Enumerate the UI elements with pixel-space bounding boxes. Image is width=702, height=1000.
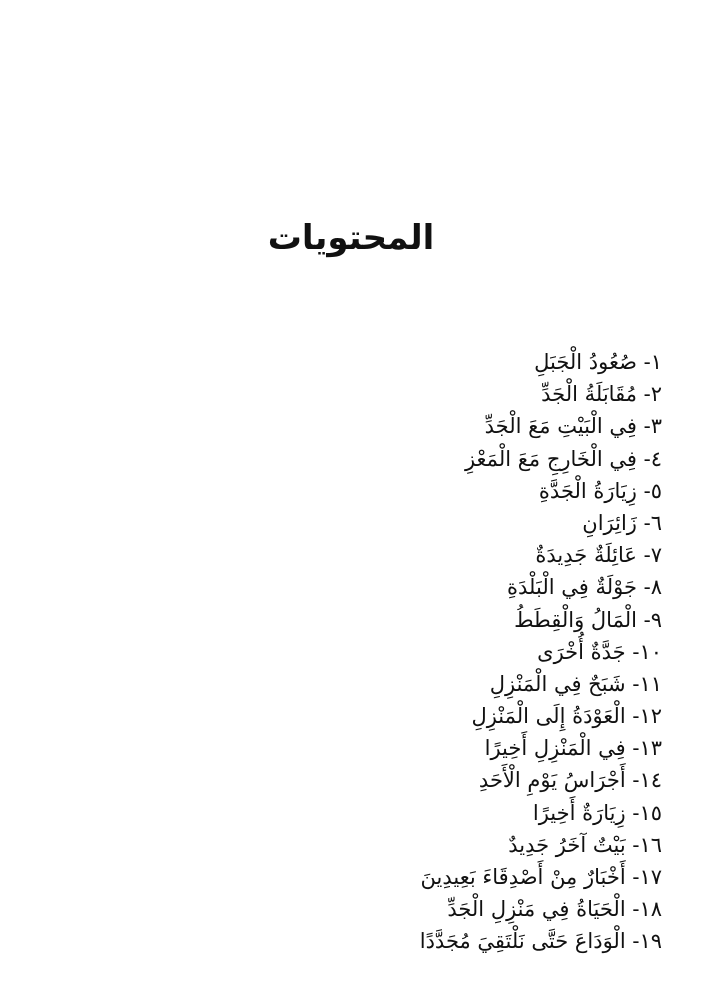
toc-item-18: ١٨- الْحَيَاةُ فِي مَنْزِلِ الْجَدِّ — [447, 897, 662, 922]
toc-item-2: ٢- مُقَابَلَةُ الْجَدِّ — [541, 382, 662, 407]
toc-item-6: ٦- زَائِرَانِ — [582, 510, 662, 535]
toc-item-9: ٩- الْمَالُ وَالْقِطَطُ — [514, 607, 662, 632]
toc-item-15: ١٥- زِيَارَةٌ أَخِيرًا — [532, 800, 662, 825]
toc-item-17: ١٧- أَخْبَارٌ مِنْ أَصْدِقَاءَ بَعِيدِينَ — [420, 865, 662, 889]
toc-item-5: ٥- زِيَارَةُ الْجَدَّةِ — [538, 478, 662, 503]
toc-item-19: ١٩- الْوَدَاعَ حَتَّى نَلْتَقِيَ مُجَدَّدًا — [419, 929, 662, 954]
toc-item-1: ١- صُعُودُ الْجَبَلِ — [534, 350, 662, 374]
toc-item-14: ١٤- أَجْرَاسُ يَوْمِ الْأَحَدِ — [478, 768, 662, 793]
toc-item-12: ١٢- الْعَوْدَةُ إِلَى الْمَنْزِلِ — [471, 704, 662, 729]
toc-item-3: ٣- فِي الْبَيْتِ مَعَ الْجَدِّ — [484, 414, 662, 439]
toc-item-8: ٨- جَوْلَةٌ فِي الْبَلْدَةِ — [507, 575, 662, 600]
toc-item-4: ٤- فِي الْخَارِجِ مَعَ الْمَعْزِ — [464, 446, 662, 471]
toc-item-13: ١٣- فِي الْمَنْزِلِ أَخِيرًا — [484, 736, 662, 761]
page-title: المحتويات — [267, 218, 435, 258]
toc-item-10: ١٠- جَدَّةٌ أُخْرَى — [537, 639, 662, 664]
table-of-contents — [362, 346, 662, 958]
toc-item-16: ١٦- بَيْتٌ آخَرُ جَدِيدٌ — [508, 832, 662, 857]
toc-item-11: ١١- شَبَحٌ فِي الْمَنْزِلِ — [489, 671, 662, 696]
toc-item-7: ٧- عَائِلَةٌ جَدِيدَةٌ — [535, 543, 662, 568]
